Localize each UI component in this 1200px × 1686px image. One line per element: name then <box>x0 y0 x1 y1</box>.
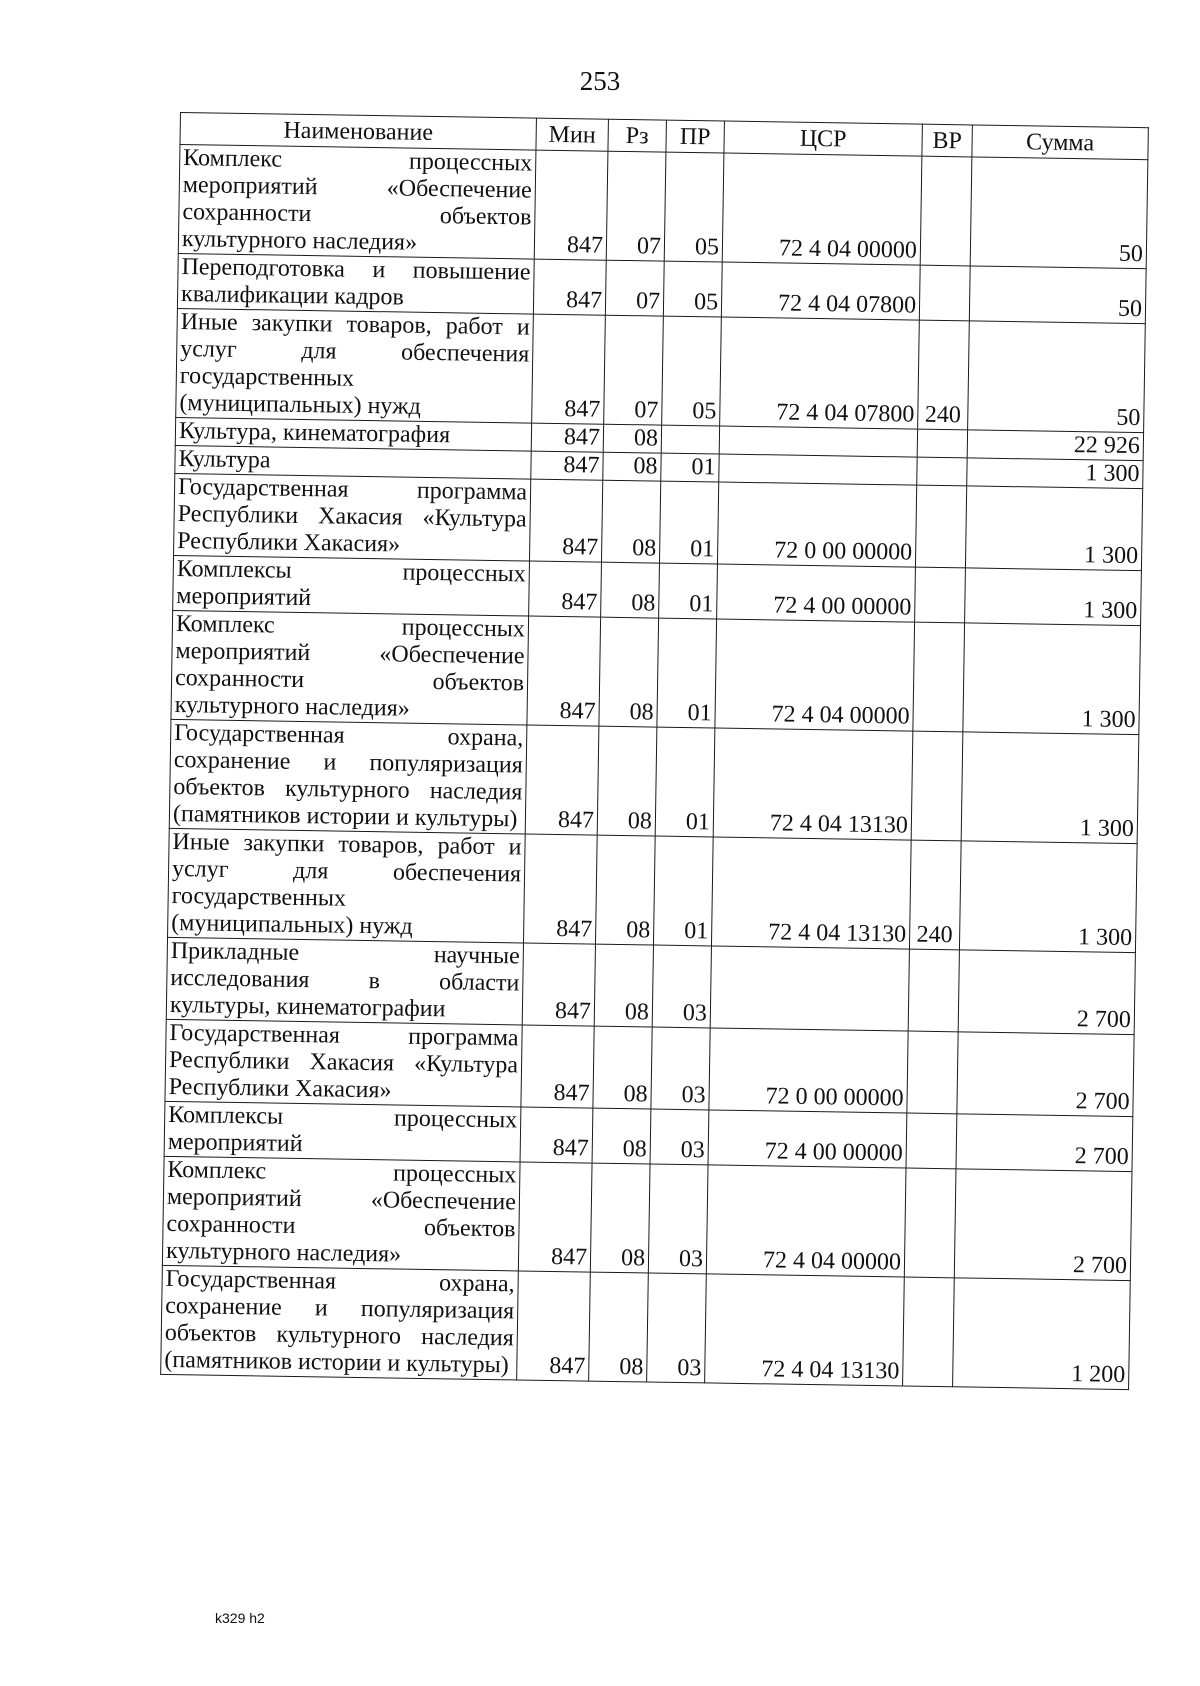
table-row <box>178 145 1148 269</box>
cell-csr <box>710 946 909 1031</box>
cell-min: 847 <box>534 150 608 260</box>
footer-code: k329 h2 <box>215 1610 265 1626</box>
cell-csr: 72 4 04 13130 <box>705 1274 905 1386</box>
cell-csr: 72 4 04 07800 <box>720 317 920 429</box>
cell-csr <box>719 426 917 457</box>
cell-rz: 08 <box>603 424 661 453</box>
cell-pr: 01 <box>653 836 713 946</box>
cell-pr: 03 <box>648 1164 708 1274</box>
cell-min: 847 <box>529 479 602 562</box>
cell-sum: 50 <box>970 157 1148 269</box>
cell-sum: 1 300 <box>963 623 1141 735</box>
cell-name: Иные закупки товаров, работ и услуг для обеспечения государственных (муниципальных) нужд <box>176 308 534 423</box>
cell-min: 847 <box>529 561 602 617</box>
cell-csr: 72 0 00 00000 <box>709 1028 908 1113</box>
table-row <box>176 308 1146 432</box>
cell-name: Культура <box>175 445 531 479</box>
cell-vr: 240 <box>918 320 970 430</box>
cell-pr: 01 <box>657 618 717 728</box>
cell-csr: 72 4 04 00000 <box>722 153 922 265</box>
table-body <box>161 145 1148 1390</box>
cell-rz: 07 <box>606 151 666 261</box>
cell-name: Комплекс процессных мероприятий «Обеспечение сохранности объектов культурного наследия» <box>178 145 536 260</box>
cell-name: Прикладные научные исследования в области культуры, кинематографии <box>166 937 523 1025</box>
cell-min: 847 <box>531 451 603 480</box>
table-row <box>166 937 1135 1034</box>
cell-min: 847 <box>532 314 606 424</box>
cell-csr: 72 4 04 00000 <box>715 619 915 731</box>
cell-rz: 08 <box>601 480 660 563</box>
table-row <box>169 719 1139 843</box>
cell-min: 847 <box>521 1025 594 1108</box>
cell-vr <box>907 1031 958 1114</box>
cell-pr: 03 <box>650 1109 709 1165</box>
cell-sum: 2 700 <box>954 1169 1132 1281</box>
cell-rz: 08 <box>590 1163 650 1273</box>
cell-pr: 03 <box>647 1273 707 1383</box>
cell-pr: 01 <box>655 727 715 837</box>
table-row <box>168 828 1138 952</box>
cell-csr: 72 4 04 13130 <box>711 837 911 949</box>
cell-vr <box>911 731 963 841</box>
table-row <box>162 1156 1132 1280</box>
cell-min: 847 <box>525 725 599 835</box>
cell-min: 847 <box>533 259 606 315</box>
cell-name: Комплексы процессных мероприятий <box>173 555 530 616</box>
cell-pr: 05 <box>663 261 722 317</box>
cell-pr: 01 <box>659 563 718 619</box>
cell-sum: 1 300 <box>965 568 1142 626</box>
cell-name: Государственная программа Республики Хакасия «Культура Республики Хакасия» <box>174 473 531 561</box>
cell-sum: 1 200 <box>953 1278 1131 1390</box>
page-number: 253 <box>579 66 621 96</box>
cell-min: 847 <box>531 423 603 452</box>
header-min: Мин <box>536 118 608 151</box>
cell-sum: 2 700 <box>957 1032 1134 1117</box>
cell-min: 847 <box>520 1107 593 1163</box>
cell-sum: 2 700 <box>958 950 1135 1035</box>
cell-rz: 07 <box>604 315 664 425</box>
cell-vr <box>915 485 966 568</box>
cell-sum: 50 <box>969 266 1146 324</box>
cell-sum: 1 300 <box>965 486 1142 571</box>
cell-csr: 72 0 00 00000 <box>717 482 916 567</box>
header-pr: ПР <box>666 120 724 153</box>
cell-vr <box>904 1168 956 1278</box>
cell-rz: 08 <box>593 1026 652 1109</box>
cell-sum: 2 700 <box>956 1114 1133 1172</box>
cell-rz: 08 <box>601 562 660 618</box>
cell-name: Комплекс процессных мероприятий «Обеспечение сохранности объектов культурного наследия» <box>171 610 529 725</box>
cell-csr: 72 4 00 00000 <box>717 564 916 622</box>
cell-vr: 240 <box>909 840 961 950</box>
cell-min: 847 <box>518 1162 592 1272</box>
cell-vr <box>920 156 972 266</box>
cell-pr: 03 <box>651 1027 710 1110</box>
cell-csr: 72 4 04 13130 <box>713 728 913 840</box>
cell-name: Комплексы процессных мероприятий <box>164 1101 521 1162</box>
cell-vr <box>919 265 970 321</box>
cell-min: 847 <box>527 616 601 726</box>
cell-rz: 07 <box>605 260 664 316</box>
cell-min: 847 <box>523 834 597 944</box>
cell-name: Государственная охрана, сохранение и популяризация объектов культурного наследия (памятников истории и культуры) <box>169 719 527 834</box>
cell-sum: 50 <box>968 321 1146 433</box>
header-vr: ВР <box>922 124 972 157</box>
cell-csr: 72 4 04 07800 <box>721 262 920 320</box>
cell-pr: 03 <box>652 945 711 1028</box>
cell-pr <box>661 425 719 454</box>
cell-name: Иные закупки товаров, работ и услуг для обеспечения государственных (муниципальных) нужд <box>168 828 526 943</box>
cell-min: 847 <box>522 943 595 1026</box>
cell-vr <box>903 1277 955 1387</box>
cell-name: Переподготовка и повышение квалификации кадров <box>177 253 534 314</box>
cell-sum: 1 300 <box>961 732 1139 844</box>
table-row <box>165 1019 1134 1116</box>
cell-sum: 22 926 <box>967 430 1143 461</box>
header-name: Наименование <box>180 113 536 151</box>
cell-name: Государственная охрана, сохранение и популяризация объектов культурного наследия (памятников истории и культуры) <box>161 1265 519 1380</box>
cell-rz: 08 <box>592 1108 651 1164</box>
cell-pr: 05 <box>662 316 722 426</box>
cell-pr: 01 <box>661 453 719 482</box>
cell-sum: 1 300 <box>967 458 1143 489</box>
header-rz: Рз <box>608 119 666 152</box>
cell-name: Комплекс процессных мероприятий «Обеспечение сохранности объектов культурного наследия» <box>162 1156 520 1271</box>
cell-name: Государственная программа Республики Хакасия «Культура Республики Хакасия» <box>165 1019 522 1107</box>
cell-pr: 01 <box>659 481 718 564</box>
cell-vr <box>913 622 965 732</box>
cell-vr <box>917 429 967 458</box>
budget-table-container <box>160 112 1148 1390</box>
cell-rz: 08 <box>589 1272 649 1382</box>
cell-sum: 1 300 <box>959 841 1137 953</box>
cell-name: Культура, кинематография <box>175 417 531 451</box>
header-csr: ЦСР <box>724 121 922 156</box>
cell-csr: 72 4 04 00000 <box>706 1165 906 1277</box>
cell-csr <box>719 454 917 485</box>
cell-csr: 72 4 00 00000 <box>708 1110 907 1168</box>
cell-rz: 08 <box>597 726 657 836</box>
budget-table <box>160 112 1149 1390</box>
header-sum: Сумма <box>972 125 1148 160</box>
cell-vr <box>915 567 966 623</box>
table-row <box>171 610 1141 734</box>
table-row <box>161 1265 1131 1389</box>
cell-pr: 05 <box>664 152 724 262</box>
table-row <box>174 473 1143 570</box>
cell-min: 847 <box>517 1271 591 1381</box>
cell-vr <box>906 1113 957 1169</box>
cell-rz: 08 <box>603 452 661 481</box>
cell-rz: 08 <box>599 617 659 727</box>
cell-vr <box>908 949 959 1032</box>
cell-vr <box>917 457 967 486</box>
cell-rz: 08 <box>594 944 653 1027</box>
cell-rz: 08 <box>595 835 655 945</box>
